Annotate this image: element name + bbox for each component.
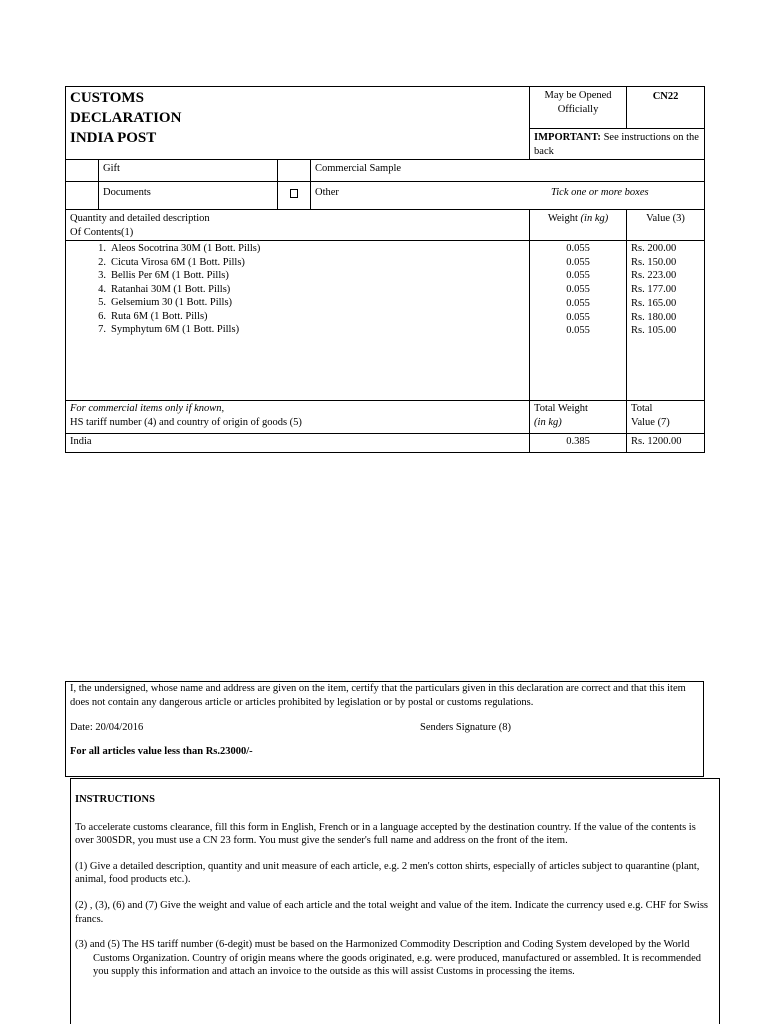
total-value-label2: Value (7) xyxy=(631,416,670,428)
item-value: Rs. 150.00 xyxy=(631,256,677,268)
item-number: 6. xyxy=(98,310,106,322)
item-weight: 0.055 xyxy=(566,270,590,282)
opened-officially: May be Opened Officially xyxy=(530,87,627,129)
weight-header-unit: (in kg) xyxy=(580,213,609,224)
form-title-cell xyxy=(66,87,530,160)
declaration-date: Date: 20/04/2016 xyxy=(70,722,144,734)
total-value-label1: Total xyxy=(631,403,653,414)
instructions-paragraph-4: (3) and (5) The HS tariff number (6-degit) must be based on the Harmonized Commodity Description and Coding System developed by the World Customs Organization. Country of origin means where the goods originated, e.g. were produced, manufactured or assembled. It is recommended you supply this information and attach an invoice to the outside as this will assist Customs in processing the items. xyxy=(75,939,702,978)
item-value: Rs. 180.00 xyxy=(631,311,677,323)
item-row xyxy=(88,269,525,283)
item-row xyxy=(88,296,525,310)
item-number: 2. xyxy=(98,256,106,268)
commercial-note: For commercial items only if known, xyxy=(70,403,225,414)
checkbox-icon xyxy=(290,189,298,198)
item-weight: 0.055 xyxy=(566,311,590,323)
item-value: Rs. 165.00 xyxy=(631,297,677,309)
important-note xyxy=(530,129,705,160)
date-signature-row xyxy=(70,721,699,735)
title-declaration: DECLARATION xyxy=(70,110,182,126)
item-weight: 0.055 xyxy=(566,284,590,296)
total-weight-header xyxy=(530,401,627,434)
item-weight: 0.055 xyxy=(566,243,590,254)
item-row xyxy=(88,242,525,256)
country-of-origin: India xyxy=(66,434,530,453)
item-number: 3. xyxy=(98,270,106,281)
total-value-header xyxy=(627,401,705,434)
item-row xyxy=(88,310,525,324)
item-weight: 0.055 xyxy=(566,297,590,309)
item-description: Bellis Per 6M (1 Bott. Pills) xyxy=(111,270,229,281)
item-value: Rs. 177.00 xyxy=(631,284,677,296)
item-weight: 0.055 xyxy=(566,256,590,268)
item-description: Ruta 6M (1 Bott. Pills) xyxy=(111,310,208,322)
certification-box xyxy=(65,681,704,777)
instructions-paragraph-1: To accelerate customs clearance, fill this form in English, French or in a language accepted by the destination country. If the value of the contents is over 300SDR, you must use a CN 23 form. You must give the sender's full name and address on the front of the item. xyxy=(75,821,696,847)
item-list xyxy=(70,242,525,337)
instructions-heading: INSTRUCTIONS xyxy=(75,794,155,805)
item-description: Symphytum 6M (1 Bott. Pills) xyxy=(111,324,240,335)
item-description: Gelsemium 30 (1 Bott. Pills) xyxy=(111,297,233,308)
title-india-post: INDIA POST xyxy=(70,130,157,146)
item-description: Aleos Socotrina 30M (1 Bott. Pills) xyxy=(111,243,261,254)
title-customs: CUSTOMS xyxy=(70,90,144,106)
weight-header-label: Weight xyxy=(547,213,581,224)
commercial-checkbox[interactable] xyxy=(278,160,311,182)
item-value: Rs. 200.00 xyxy=(631,243,677,254)
important-text: See instructions on the back xyxy=(534,132,699,157)
item-description: Cicuta Virosa 6M (1 Bott. Pills) xyxy=(111,256,245,268)
other-cell xyxy=(311,182,705,210)
item-weights xyxy=(530,241,627,401)
item-description: Ratanhai 30M (1 Bott. Pills) xyxy=(111,283,231,295)
documents-checkbox[interactable] xyxy=(66,182,99,210)
commercial-label: Commercial Sample xyxy=(311,160,705,182)
item-values xyxy=(627,241,705,401)
item-value: Rs. 105.00 xyxy=(631,325,677,337)
item-row xyxy=(88,323,525,337)
form-code: CN22 xyxy=(627,87,705,129)
instructions-paragraph-3: (2) , (3), (6) and (7) Give the weight and value of each article and the total weight and value of the item. Indicate the currency used e.g. CHF for Swiss francs. xyxy=(75,899,708,925)
item-number: 4. xyxy=(98,283,106,295)
hs-tariff-label: HS tariff number (4) and country of origin of goods (5) xyxy=(70,416,302,428)
weight-header xyxy=(530,210,627,241)
instructions-box xyxy=(70,778,720,1024)
description-header xyxy=(66,210,530,241)
value-header: Value (3) xyxy=(627,210,705,241)
certification-text: I, the undersigned, whose name and address are given on the item, certify that the particulars given in this declaration are correct and that this item does not contain any dangerous article or articles prohibited by legislation or by postal or customs regulations. xyxy=(70,683,686,708)
value-limit-note: For all articles value less than Rs.23000/- xyxy=(70,745,253,757)
item-number: 7. xyxy=(98,324,106,335)
item-row xyxy=(88,283,525,297)
total-value-amount: Rs. 1200.00 xyxy=(627,434,705,453)
other-label: Other xyxy=(315,187,339,198)
item-number: 1. xyxy=(98,243,106,254)
item-row xyxy=(88,256,525,270)
cn22-form xyxy=(65,86,705,453)
total-weight-unit: (in kg) xyxy=(534,416,562,428)
tick-note: Tick one or more boxes xyxy=(551,187,649,198)
items-description-cell xyxy=(66,241,530,401)
item-value: Rs. 223.00 xyxy=(631,270,677,282)
instructions-paragraph-2: (1) Give a detailed description, quantity and unit measure of each article, e.g. 2 men's cotton shirts, especially of articles subject to quarantine (plant, animal, food products etc.). xyxy=(75,860,700,886)
senders-signature: Senders Signature (8) xyxy=(420,722,511,734)
description-header-line2: Of Contents(1) xyxy=(70,226,134,238)
item-number: 5. xyxy=(98,297,106,308)
item-weight: 0.055 xyxy=(566,325,590,337)
other-checkbox[interactable] xyxy=(278,182,311,210)
total-weight-label: Total Weight xyxy=(534,403,588,414)
hs-tariff-cell xyxy=(66,401,530,434)
documents-label: Documents xyxy=(99,182,278,210)
description-header-line1: Quantity and detailed description xyxy=(70,213,210,224)
total-weight-value: 0.385 xyxy=(530,434,627,453)
important-label: IMPORTANT: xyxy=(534,132,601,143)
gift-checkbox[interactable] xyxy=(66,160,99,182)
gift-label: Gift xyxy=(99,160,278,182)
